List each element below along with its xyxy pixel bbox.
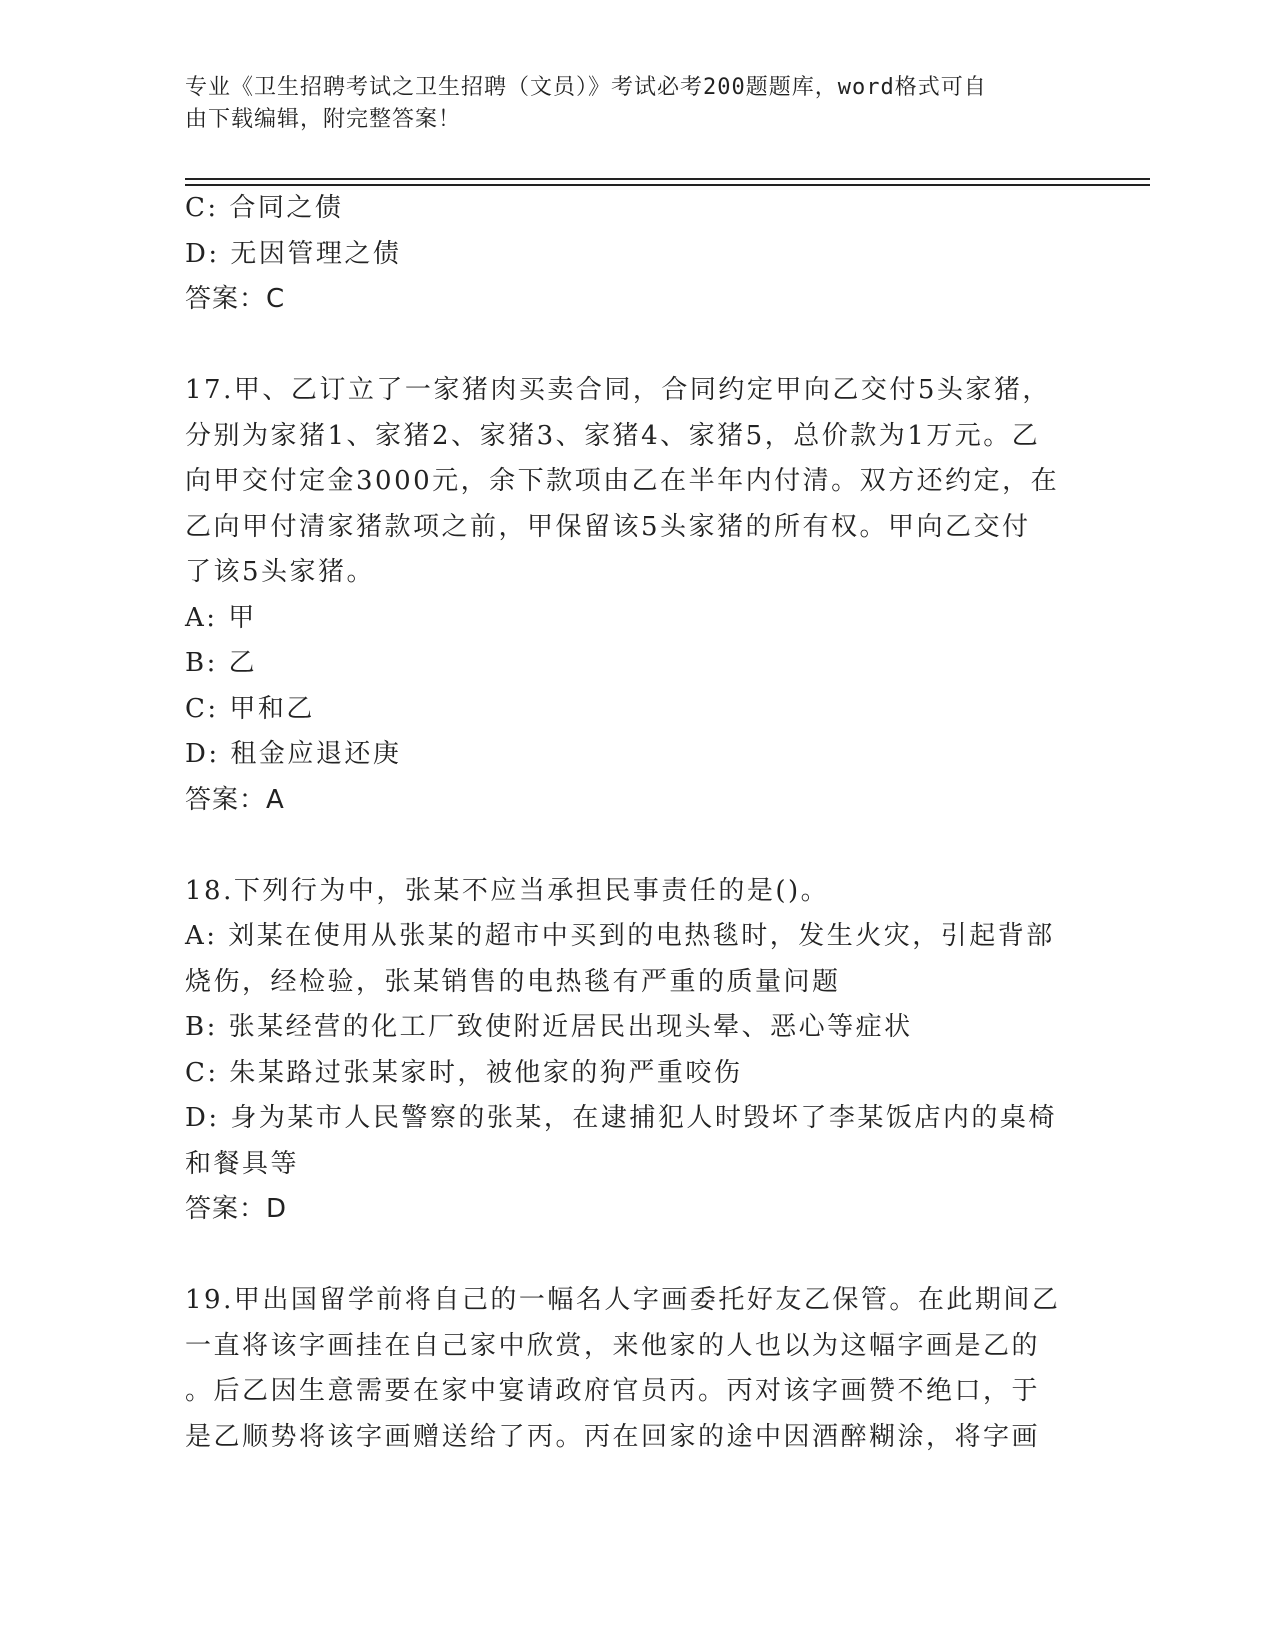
q17-option-d: D: 租金应退还庚 (185, 739, 402, 769)
q18-stem: 18.下列行为中，张某不应当承担民事责任的是()。 (185, 875, 830, 906)
question-17 (185, 368, 1085, 823)
q19-stem-line: 19.甲出国留学前将自己的一幅名人字画委托好友乙保管。在此期间乙 (185, 1285, 1061, 1315)
prev-option-d: D: 无因管理之债 (185, 238, 402, 269)
q18-option-c: C: 朱某路过张某家时，被他家的狗严重咬伤 (185, 1057, 743, 1088)
question-content (185, 186, 1085, 1460)
question-19 (185, 1278, 1085, 1460)
q17-option-c: C: 甲和乙 (185, 693, 315, 724)
q17-stem-line: 分别为家猪1、家猪2、家猪3、家猪4、家猪5，总价款为1万元。乙 (185, 420, 1041, 451)
header-divider-top (185, 178, 1150, 180)
q19-stem-line: 是乙顺势将该字画赠送给了丙。丙在回家的途中因酒醉糊涂，将字画 (185, 1421, 1041, 1452)
q18-option-a-line: 烧伤，经检验，张某销售的电热毯有严重的质量问题 (185, 966, 841, 997)
q18-option-d-line: D: 身为某市人民警察的张某，在逮捕犯人时毁坏了李某饭店内的桌椅 (185, 1103, 1057, 1133)
q17-option-b: B: 乙 (185, 648, 258, 678)
q17-stem-line: 17.甲、乙订立了一家猪肉买卖合同，合同约定甲向乙交付5头家猪， (185, 375, 1051, 405)
q18-option-b: B: 张某经营的化工厂致使附近居民出现头晕、恶心等症状 (185, 1012, 913, 1042)
spacer (185, 323, 1085, 369)
spacer (185, 1233, 1085, 1279)
q17-stem-line: 了该5头家猪。 (185, 557, 376, 587)
header-line-2: 由下载编辑，附完整答案！ (185, 107, 462, 132)
prev-answer: 答案：C (185, 284, 286, 314)
q18-option-a-line: A: 刘某在使用从张某的超市中买到的电热毯时，发生火灾，引起背部 (185, 921, 1055, 951)
prev-option-c: C: 合同之债 (185, 193, 344, 223)
spacer (185, 823, 1085, 869)
question-18 (185, 869, 1085, 1233)
document-header (185, 72, 1065, 136)
q17-stem-line: 向甲交付定金3000元，余下款项由乙在半年内付清。双方还约定，在 (185, 466, 1060, 496)
header-line-1: 专业《卫生招聘考试之卫生招聘（文员）》考试必考200题题库，word格式可自 (185, 75, 987, 100)
q17-answer: 答案：A (185, 784, 285, 815)
q17-option-a: A: 甲 (185, 602, 257, 633)
q19-stem-line: 一直将该字画挂在自己家中欣赏，来他家的人也以为这幅字画是乙的 (185, 1330, 1041, 1361)
q18-answer: 答案：D (185, 1194, 288, 1224)
q19-stem-line: 。后乙因生意需要在家中宴请政府官员丙。丙对该字画赞不绝口，于 (185, 1376, 1041, 1406)
q17-stem-line: 乙向甲付清家猪款项之前，甲保留该5头家猪的所有权。甲向乙交付 (185, 511, 1031, 542)
q18-option-d-line: 和餐具等 (185, 1148, 300, 1179)
